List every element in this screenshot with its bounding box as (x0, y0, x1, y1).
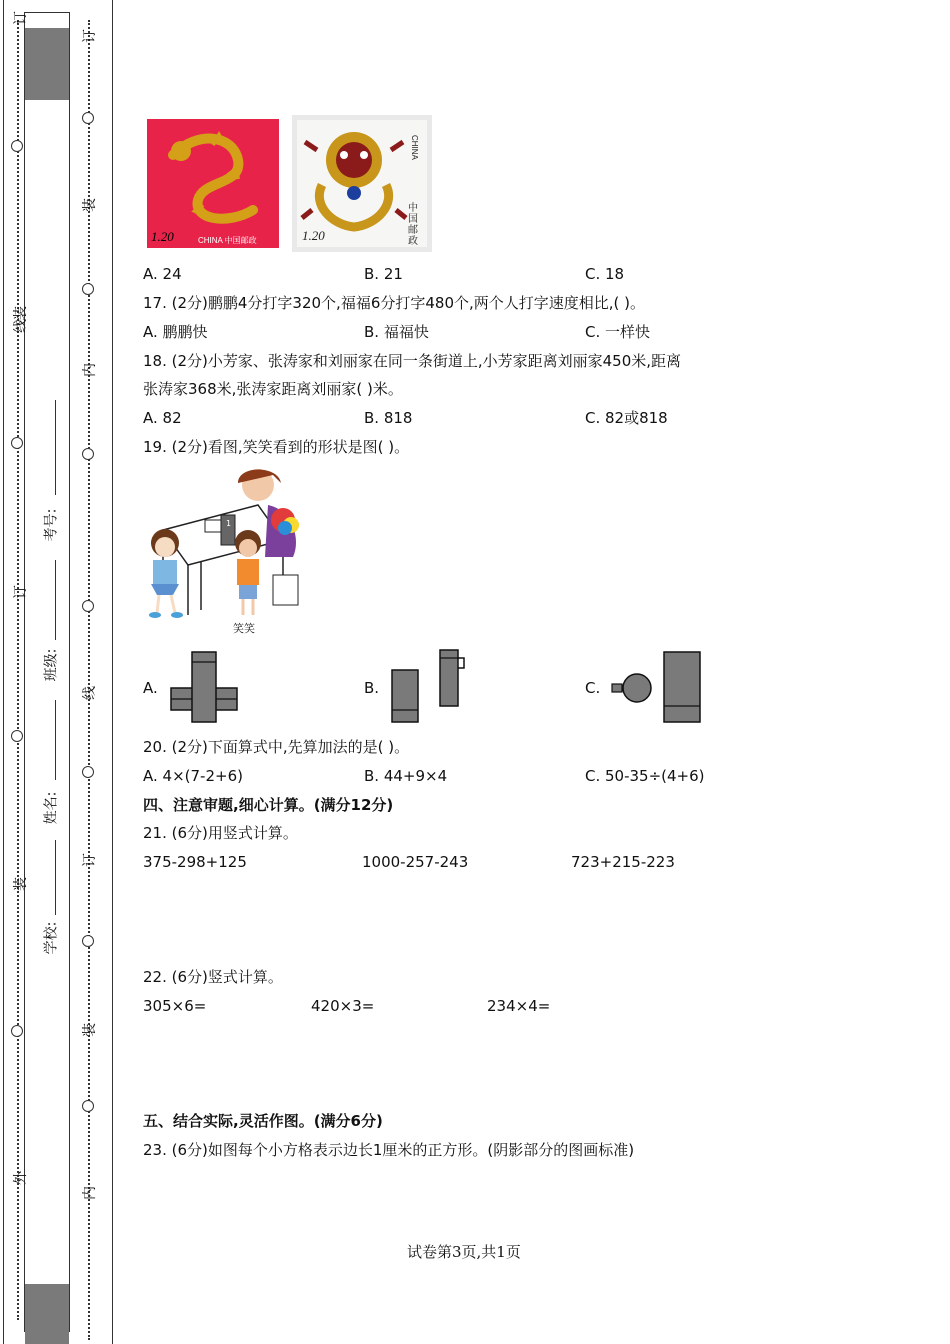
q21-expr-2: 1000-257-243 (362, 853, 469, 871)
stamp2-country: CHINA (410, 135, 419, 160)
margin-circle (82, 600, 94, 612)
margin-gray-block-top (25, 28, 69, 100)
field-name-line[interactable] (55, 700, 56, 780)
q22-question: 22. (6分)竖式计算。 (143, 968, 283, 986)
q16-option-c[interactable]: C. 18 (585, 265, 625, 283)
q21-question: 21. (6分)用竖式计算。 (143, 824, 298, 842)
margin-circle (82, 448, 94, 460)
stamp2-post: 中国邮政 (408, 203, 418, 247)
q20-question: 20. (2分)下面算式中,先算加法的是( )。 (143, 738, 410, 756)
q22-expr-2: 420×3= (311, 997, 375, 1015)
margin-circle (11, 140, 23, 152)
q16-option-a[interactable]: A. 24 (143, 265, 182, 283)
q19-option-b-figure (390, 648, 470, 726)
field-class-line[interactable] (55, 560, 56, 640)
q17-option-a[interactable]: A. 鹏鹏快 (143, 323, 208, 341)
margin-char: 订 (13, 11, 29, 25)
margin-circle (11, 1025, 23, 1037)
field-school-label: 学校: (43, 921, 60, 955)
q16-option-b[interactable]: B. 21 (364, 265, 403, 283)
stamp-white-dragon (292, 115, 432, 252)
margin-circle (82, 935, 94, 947)
q20-option-a[interactable]: A. 4×(7-2+6) (143, 767, 243, 785)
margin-char: 装 (82, 198, 98, 212)
q22-expr-1: 305×6= (143, 997, 207, 1015)
margin-gray-block-bottom (25, 1284, 69, 1344)
q19-illustration (143, 465, 308, 640)
margin-char: 订 (82, 29, 98, 43)
q18-question-line2: 张涛家368米,张涛家距离刘丽家( )米。 (143, 380, 403, 398)
margin-char: 订 (82, 853, 98, 867)
q23-question: 23. (6分)如图每个小方格表示边长1厘米的正方形。(阴影部分的图画标准) (143, 1141, 635, 1159)
q19-option-b[interactable]: B. (364, 679, 380, 697)
section5-title: 五、结合实际,灵活作图。(满分6分) (143, 1112, 383, 1130)
margin-circle (11, 730, 23, 742)
margin-char: 线 (13, 319, 29, 333)
margin-char: 订 (13, 585, 29, 599)
margin-char: 内 (82, 1186, 98, 1200)
q22-expr-3: 234×4= (487, 997, 551, 1015)
margin-char: 外 (13, 1171, 29, 1185)
margin-circle (11, 437, 23, 449)
q20-option-b[interactable]: B. 44+9×4 (364, 767, 448, 785)
q17-option-c[interactable]: C. 一样快 (585, 323, 651, 341)
q19-option-a[interactable]: A. (143, 679, 158, 697)
q17-option-b[interactable]: B. 福福快 (364, 323, 429, 341)
q19-caption: 笑笑 (233, 622, 255, 635)
q21-expr-3: 723+215-223 (571, 853, 675, 871)
field-exam-number-label: 考号: (43, 508, 60, 542)
q19-cube-label: 1 (226, 519, 232, 528)
stamp2-value: 1.20 (302, 228, 325, 243)
stamp1-country: CHINA 中国邮政 (198, 236, 257, 245)
q19-option-c-figure (610, 650, 705, 725)
q19-option-a-figure (170, 650, 240, 725)
margin-char: 内 (82, 363, 98, 377)
margin-circle (82, 766, 94, 778)
q20-option-c[interactable]: C. 50-35÷(4+6) (585, 767, 705, 785)
stamp-red-dragon (143, 115, 283, 252)
q17-question: 17. (2分)鹏鹏4分打字320个,福福6分打字480个,两个人打字速度相比,( )。 (143, 294, 645, 312)
q18-question-line1: 18. (2分)小芳家、张涛家和刘丽家在同一条街道上,小芳家距离刘丽家450米,距离 (143, 352, 682, 370)
q21-expr-1: 375-298+125 (143, 853, 247, 871)
q18-option-b[interactable]: B. 818 (364, 409, 413, 427)
margin-char: 装 (13, 877, 29, 891)
page-footer: 试卷第3页,共1页 (407, 1243, 521, 1261)
q19-option-c[interactable]: C. (585, 679, 601, 697)
margin-char: 装 (13, 306, 29, 320)
q18-option-c[interactable]: C. 82或818 (585, 409, 668, 427)
field-exam-number-line[interactable] (55, 400, 56, 495)
q19-question: 19. (2分)看图,笑笑看到的形状是图( )。 (143, 438, 410, 456)
margin-circle (82, 112, 94, 124)
binding-margin (0, 0, 115, 1344)
q18-option-a[interactable]: A. 82 (143, 409, 182, 427)
field-name-label: 姓名: (43, 791, 60, 825)
stamp1-value: 1.20 (151, 229, 174, 244)
margin-circle (82, 1100, 94, 1112)
field-school-line[interactable] (55, 840, 56, 915)
field-class-label: 班级: (43, 648, 60, 682)
section4-title: 四、注意审题,细心计算。(满分12分) (143, 796, 394, 814)
margin-char: 线 (82, 686, 98, 700)
margin-circle (82, 283, 94, 295)
margin-char: 装 (82, 1023, 98, 1037)
